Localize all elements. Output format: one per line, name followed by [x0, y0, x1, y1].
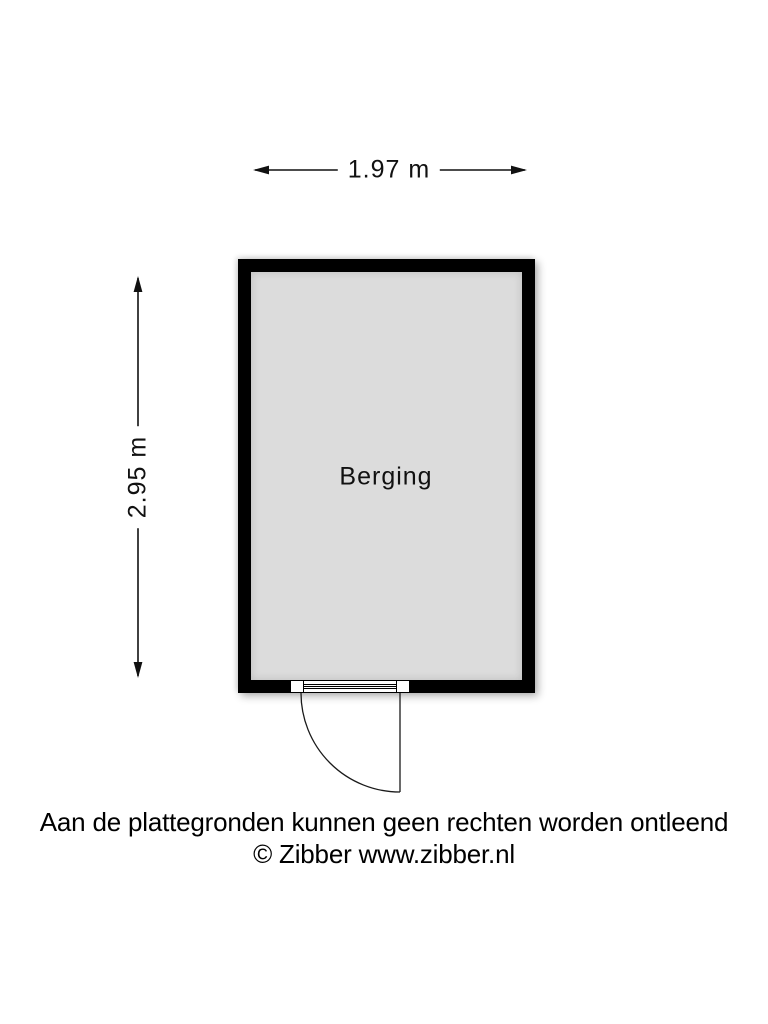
height-dimension-label: 2.95 m [124, 426, 153, 528]
room-name-label: Berging [339, 462, 433, 491]
door-jamb-left [290, 680, 304, 693]
footer-disclaimer: Aan de plattegronden kunnen geen rechten worden ontleend [39, 807, 729, 837]
width-dimension-label: 1.97 m [338, 156, 440, 185]
door-jamb-right [396, 680, 410, 693]
door-swing-icon [288, 693, 406, 796]
footer-copyright: © Zibber www.zibber.nl [253, 839, 515, 869]
door-threshold [303, 680, 397, 693]
